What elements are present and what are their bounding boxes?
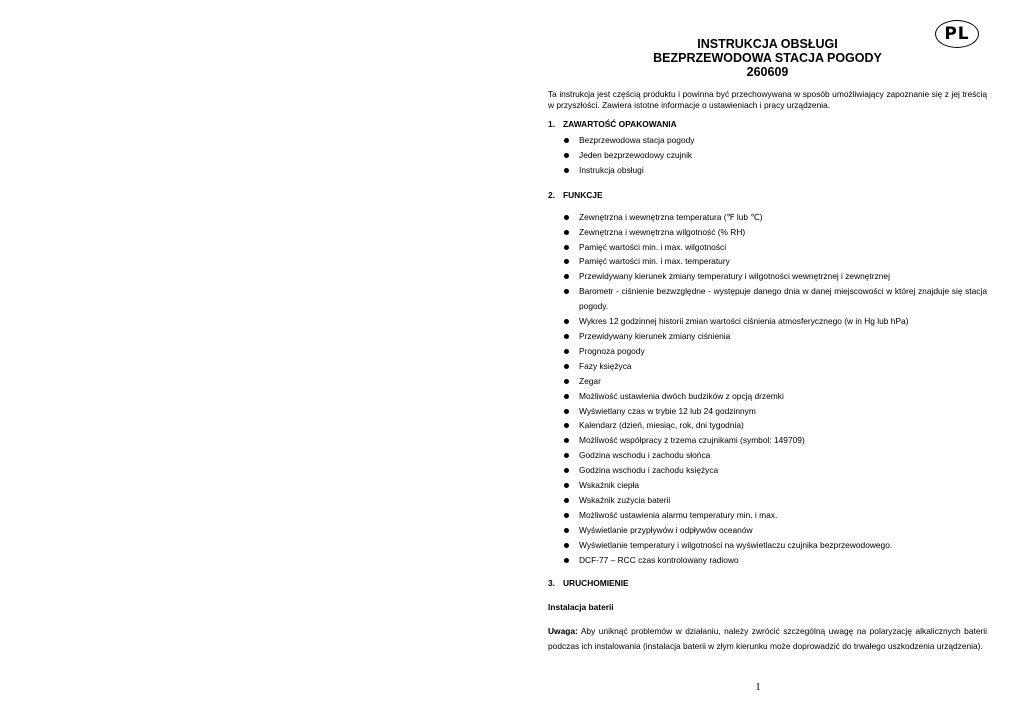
bullet-icon [564, 153, 569, 158]
list-item [548, 359, 987, 374]
list-item [548, 284, 987, 314]
section-number: 2. [548, 189, 555, 200]
list-item [548, 538, 987, 553]
bullet-icon [564, 274, 569, 279]
list-item-text: Jeden bezprzewodowy czujnik [579, 149, 693, 160]
document-title [548, 37, 987, 79]
list-item-text: Prognoza pogody [579, 345, 645, 356]
bullet-icon [564, 230, 569, 235]
list-item [548, 418, 987, 433]
bullet-icon [564, 423, 569, 428]
list-item [548, 329, 987, 344]
bullet-icon [564, 513, 569, 518]
bullet-icon [564, 409, 569, 414]
note-text: Aby uniknąć problemów w działaniu, należy zwrócić szczególną uwagę na polaryzację alkalicznych baterii podczas ich instalowania (instalacja baterii w złym kierunku może doprowadzić do trwałego uszkodzenia urządzenia). [548, 626, 987, 652]
bullet-icon [564, 319, 569, 324]
list-item [548, 269, 987, 284]
list-item [548, 374, 987, 389]
list-item [548, 225, 987, 240]
page-number: 1 [755, 681, 761, 693]
bullet-icon [564, 453, 569, 458]
list-item-text: Pamięć wartości min. i max. temperatury [579, 256, 730, 267]
list-item-text: Wyświetlanie temperatury i wilgotności na wyświetlaczu czujnika bezprzewodowego. [579, 539, 893, 550]
battery-warning-note [548, 624, 987, 654]
list-item-text: Możliwość ustawienia alarmu temperatury min. i max. [579, 509, 778, 520]
bullet-icon [564, 438, 569, 443]
list-item-text: Możliwość ustawienia dwóch budzików z opcją drzemki [579, 390, 784, 401]
bullet-icon [564, 245, 569, 250]
list-item-text: Przewidywany kierunek zmiany temperatury i wilgotności wewnętrznej i zewnętrznej [579, 271, 890, 282]
bullet-icon [564, 528, 569, 533]
list-item-text: Możliwość współpracy z trzema czujnikami (symbol: 149709) [579, 435, 805, 446]
language-badge: PL [935, 20, 979, 48]
list-item [548, 478, 987, 493]
section-heading-functions [548, 190, 987, 201]
list-item-text: Wykres 12 godzinnej historii zmian wartości ciśnienia atmosferycznego (w in Hg lub hPa) [579, 316, 909, 327]
list-item [548, 508, 987, 523]
functions-list [548, 210, 987, 568]
list-item [548, 523, 987, 538]
list-item [548, 240, 987, 255]
bullet-icon [564, 334, 569, 339]
content-column [548, 37, 987, 654]
list-item-text: Zewnętrzna i wewnętrzna wilgotność (% RH) [579, 226, 746, 237]
list-item-text: Bezprzewodowa stacja pogody [579, 135, 695, 145]
package-contents-list [548, 133, 987, 178]
list-item-text: Zewnętrzna i wewnętrzna temperatura (℉ lub ℃) [579, 211, 763, 222]
bullet-icon [564, 558, 569, 563]
section-number: 1. [548, 119, 555, 129]
list-item-text: Godzina wschodu i zachodu słońca [579, 450, 711, 461]
bullet-icon [564, 215, 569, 220]
list-item [548, 389, 987, 404]
list-item [548, 463, 987, 478]
list-item-text: Wyświetlany czas w trybie 12 lub 24 godzinnym [579, 405, 756, 416]
list-item [548, 148, 987, 163]
section-heading-startup [548, 578, 987, 589]
battery-installation-heading: Instalacja baterii [548, 602, 614, 613]
bullet-icon [564, 498, 569, 503]
list-item-text: Fazy księżyca [579, 360, 632, 371]
list-item [548, 314, 987, 329]
bullet-icon [564, 394, 569, 399]
list-item-text: Barometr - ciśnienie bezwzględne - występuje danego dnia w danej miejscowości w której znajduje się stacja pogody. [579, 286, 987, 312]
list-item [548, 210, 987, 225]
list-item [548, 553, 987, 568]
section-title: ZAWARTOŚĆ OPAKOWANIA [563, 119, 677, 129]
bullet-icon [564, 468, 569, 473]
list-item [548, 404, 987, 419]
section-heading-contents [548, 119, 987, 130]
list-item-text: DCF-77 – RCC czas kontrolowany radiowo [579, 554, 739, 565]
list-item-text: Godzina wschodu i zachodu księżyca [579, 465, 719, 476]
title-line-3: 260609 [746, 65, 789, 79]
list-item-text: Pamięć wartości min. i max. wilgotności [579, 241, 727, 252]
list-item-text: Wyświetlanie przypływów i odpływów oceanów [579, 524, 753, 535]
section-title: URUCHOMIENIE [563, 578, 629, 589]
bullet-icon [564, 379, 569, 384]
intro-paragraph: Ta instrukcja jest częścią produktu i powinna być przechowywana w sposób umożliwiający zapoznanie się z jej treścią w przyszłości. Zawiera istotne informacje o ustawieniach i pracy urządzenia. [548, 89, 987, 110]
bullet-icon [564, 543, 569, 548]
bullet-icon [564, 138, 569, 143]
note-label: Uwaga: [548, 626, 578, 637]
list-item [548, 254, 987, 269]
section-title: FUNKCJE [563, 189, 603, 200]
list-item [548, 448, 987, 463]
bullet-icon [564, 259, 569, 264]
bullet-icon [564, 483, 569, 488]
bullet-icon [564, 349, 569, 354]
bullet-icon [564, 168, 569, 173]
list-item [548, 133, 987, 148]
list-item-text: Przewidywany kierunek zmiany ciśnienia [579, 330, 731, 341]
bullet-icon [564, 289, 569, 294]
list-item-text: Wskaźnik ciepła [579, 480, 640, 491]
list-item [548, 433, 987, 448]
list-item-text: Zegar [579, 375, 601, 386]
list-item [548, 344, 987, 359]
list-item [548, 493, 987, 508]
list-item [548, 163, 987, 178]
list-item-text: Instrukcja obsługi [579, 164, 644, 175]
section-number: 3. [548, 578, 555, 589]
title-line-2: BEZPRZEWODOWA STACJA POGODY [653, 51, 882, 65]
list-item-text: Kalendarz (dzień, miesiąc, rok, dni tygodnia) [579, 420, 744, 431]
bullet-icon [564, 364, 569, 369]
title-line-1: INSTRUKCJA OBSŁUGI [697, 37, 838, 51]
list-item-text: Wskaźnik zużycia baterii [579, 494, 671, 505]
